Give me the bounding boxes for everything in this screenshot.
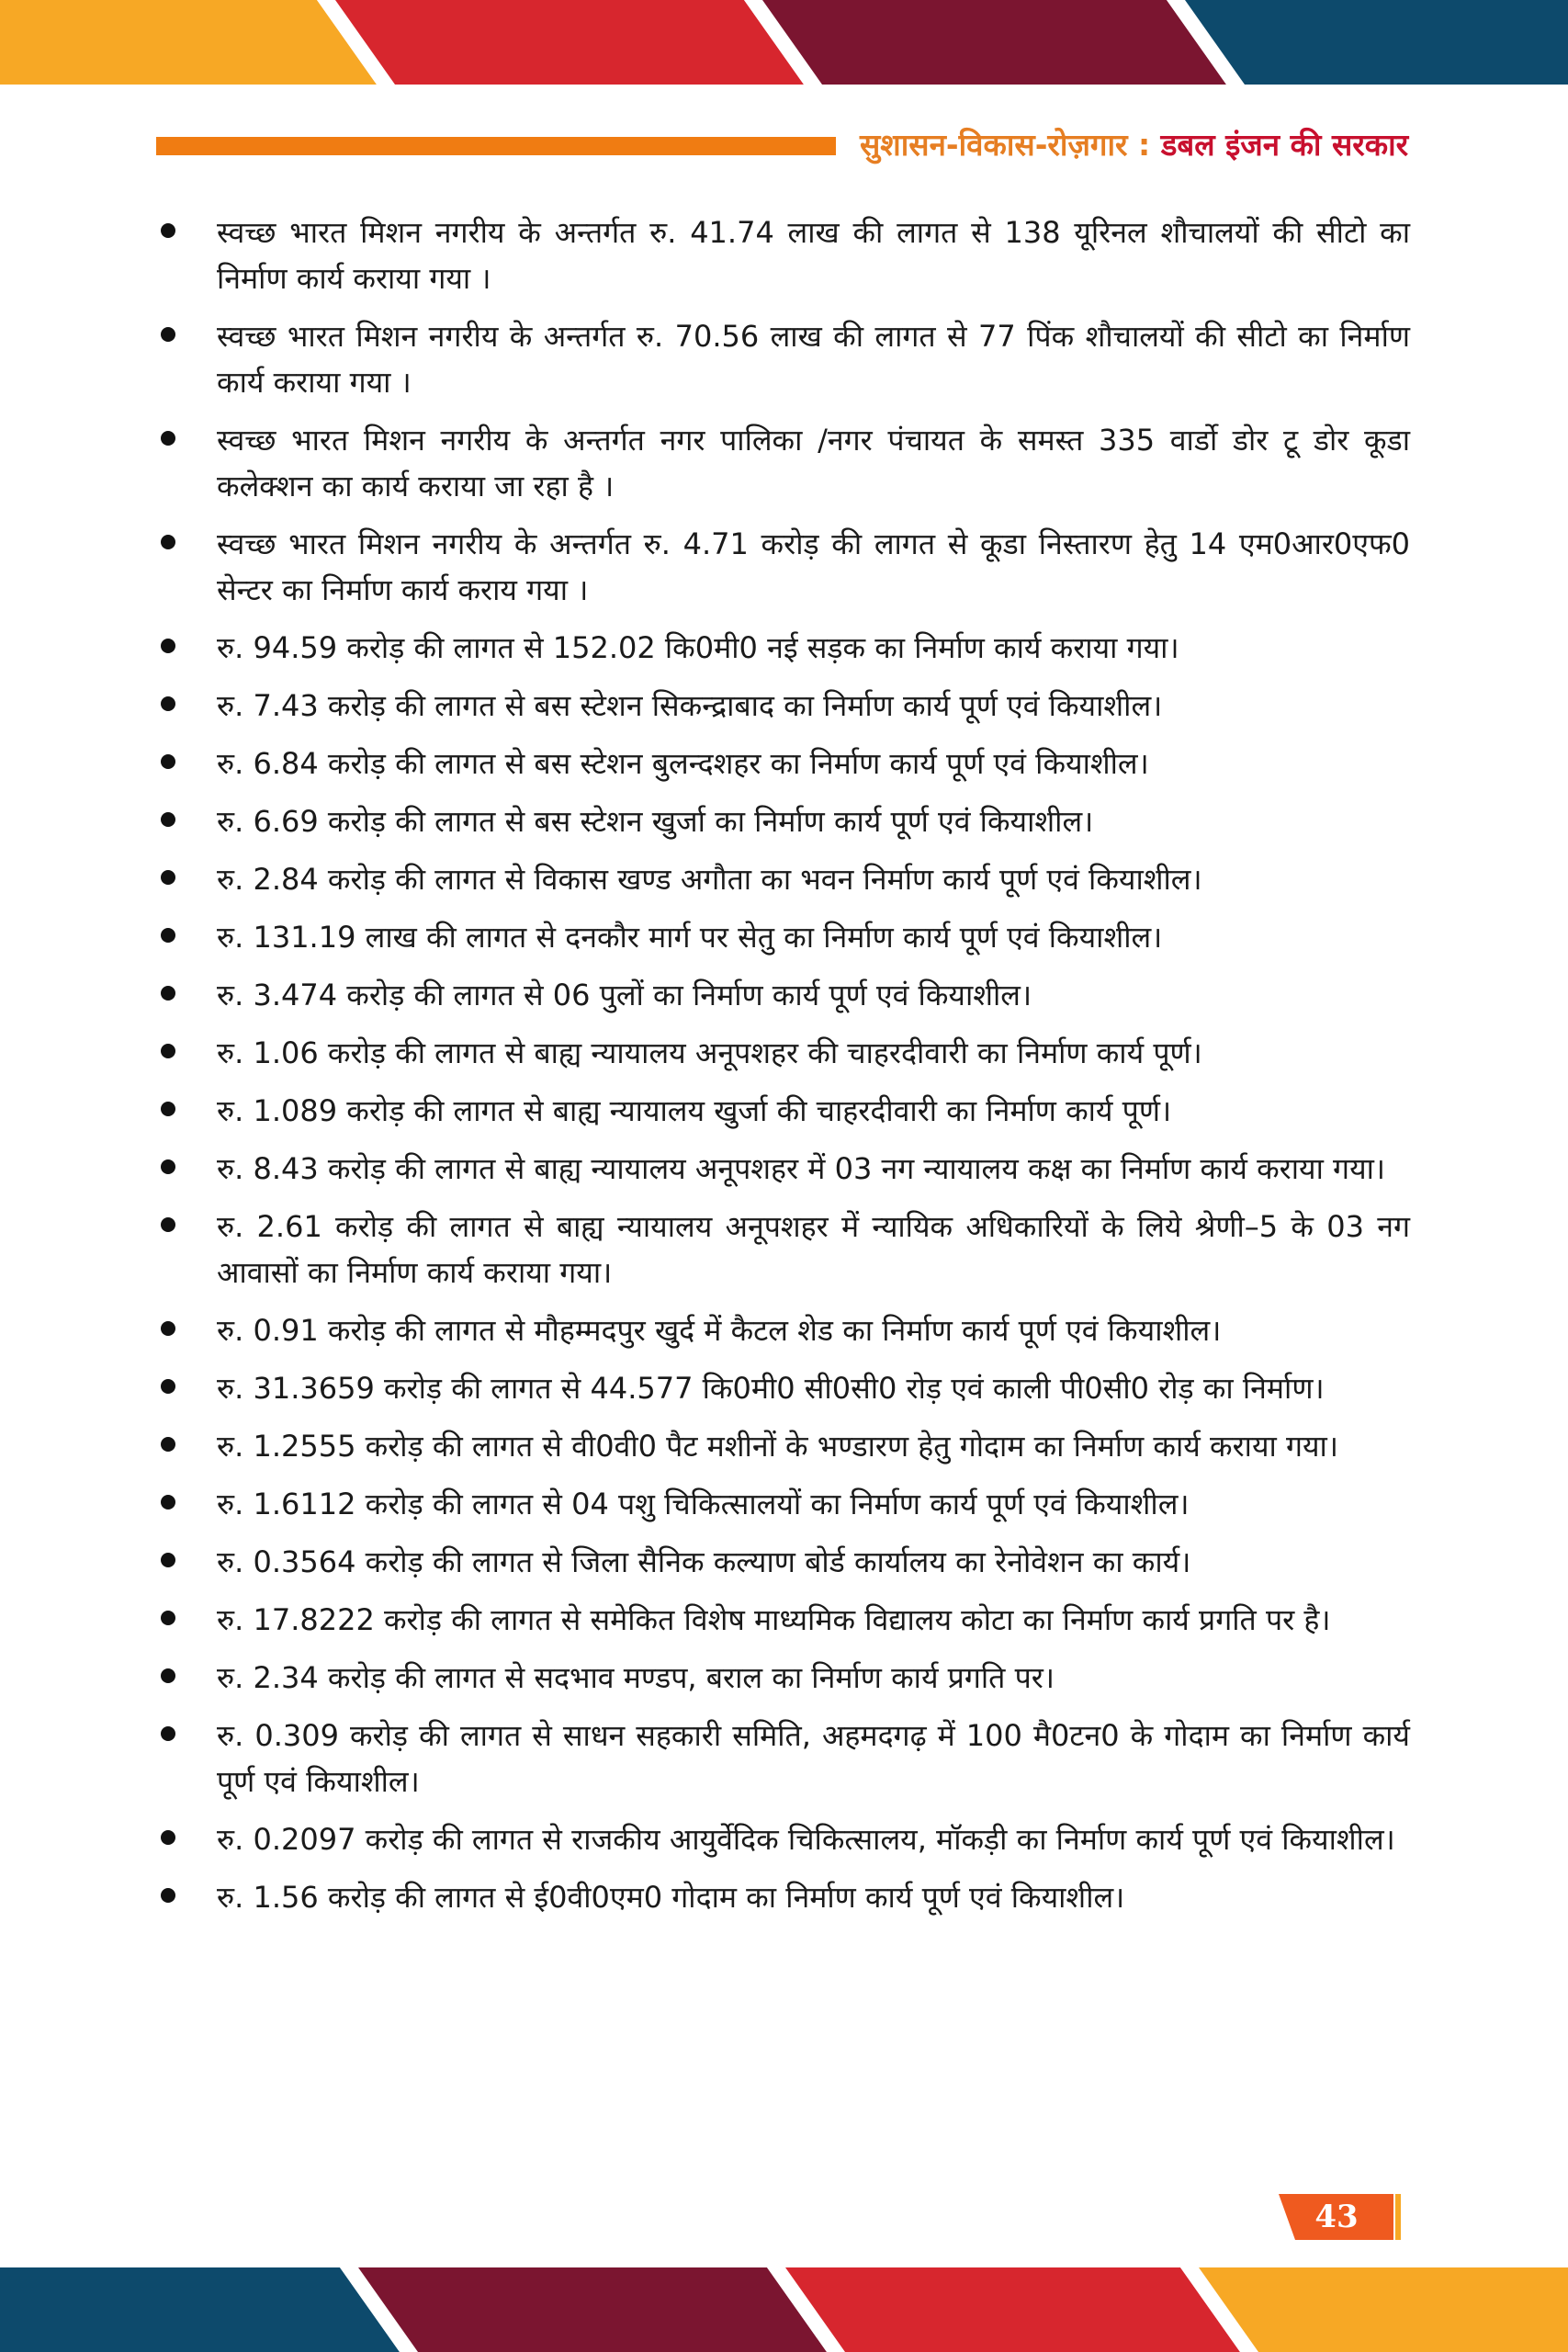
list-item xyxy=(156,417,1410,509)
list-item-text: स्वच्छ भारत मिशन नगरीय के अन्तर्गत नगर पालिका /नगर पंचायत के समस्त 335 वार्डो डोर टू डोर कूडा कलेक्शन का कार्य कराया जा रहा है । xyxy=(217,423,1410,503)
bullet-icon xyxy=(161,1830,175,1845)
bullet-icon xyxy=(161,1437,175,1452)
list-item-text: रु. 1.6112 करोड़ की लागत से 04 पशु चिकित्सालयों का निर्माण कार्य पूर्ण एवं कियाशील। xyxy=(217,1487,1190,1521)
bullet-icon xyxy=(161,1102,175,1116)
list-item xyxy=(156,798,1410,844)
list-item xyxy=(156,914,1410,960)
bullet-icon xyxy=(161,1611,175,1625)
list-item xyxy=(156,1365,1410,1411)
list-item xyxy=(156,1713,1410,1804)
list-item-text: रु. 131.19 लाख की लागत से दनकौर मार्ग पर सेतु का निर्माण कार्य पूर्ण एवं कियाशील। xyxy=(217,920,1163,955)
bullet-icon xyxy=(161,223,175,238)
list-item-text: रु. 0.2097 करोड़ की लागत से राजकीय आयुर्वेदिक चिकित्सालय, मॉकड़ी का निर्माण कार्य पूर्ण एवं कियाशील। xyxy=(217,1822,1395,1857)
list-item xyxy=(156,209,1410,301)
bullet-icon xyxy=(161,1159,175,1174)
bullet-icon xyxy=(161,870,175,885)
achievements-list xyxy=(156,209,1410,1932)
list-item-text: रु. 1.2555 करोड़ की लागत से वी0वी0 पैट मशीनों के भण्डारण हेतु गोदाम का निर्माण कार्य कराया गया। xyxy=(217,1429,1338,1464)
list-item xyxy=(156,1816,1410,1862)
list-item-text: रु. 6.69 करोड़ की लागत से बस स्टेशन खुर्जा का निर्माण कार्य पूर्ण एवं कियाशील। xyxy=(217,804,1094,839)
list-item-text: स्वच्छ भारत मिशन नगरीय के अन्तर्गत रु. 4.71 करोड़ की लागत से कूडा निस्तारण हेतु 14 एम0आर0एफ0 सेन्टर का निर्माण कार्य कराय गया । xyxy=(217,526,1410,607)
list-item-text: स्वच्छ भारत मिशन नगरीय के अन्तर्गत रु. 41.74 लाख की लागत से 138 यूरिनल शौचालयों की सीटो का निर्माण कार्य कराया गया । xyxy=(217,215,1410,296)
list-item-text: रु. 1.089 करोड़ की लागत से बाह्य न्यायालय खुर्जा की चाहरदीवारी का निर्माण कार्य पूर्ण। xyxy=(217,1093,1172,1128)
bullet-icon xyxy=(161,639,175,653)
bullet-icon xyxy=(161,928,175,943)
list-item xyxy=(156,1146,1410,1192)
bullet-icon xyxy=(161,812,175,827)
list-item xyxy=(156,741,1410,786)
bullet-icon xyxy=(161,1217,175,1232)
list-item xyxy=(156,521,1410,613)
list-item-text: रु. 2.34 करोड़ की लागत से सदभाव मण्डप, बराल का निर्माण कार्य प्रगति पर। xyxy=(217,1660,1055,1695)
list-item-text: रु. 0.3564 करोड़ की लागत से जिला सैनिक कल्याण बोर्ड कार्यालय का रेनोवेशन का कार्य। xyxy=(217,1544,1191,1579)
list-item xyxy=(156,1030,1410,1076)
list-item xyxy=(156,1874,1410,1920)
header-title xyxy=(860,121,1411,169)
list-item-text: स्वच्छ भारत मिशन नगरीय के अन्तर्गत रु. 70.56 लाख की लागत से 77 पिंक शौचालयों की सीटो का निर्माण कार्य कराया गया । xyxy=(217,319,1410,400)
list-item xyxy=(156,683,1410,729)
bullet-icon xyxy=(161,754,175,769)
page-number: 43 xyxy=(1314,2199,1359,2235)
list-item-text: रु. 17.8222 करोड़ की लागत से समेकित विशेष माध्यमिक विद्यालय कोटा का निर्माण कार्य प्रगति पर है। xyxy=(217,1602,1331,1637)
bullet-icon xyxy=(161,986,175,1001)
list-item xyxy=(156,1597,1410,1643)
list-item xyxy=(156,625,1410,671)
list-item-text: रु. 31.3659 करोड़ की लागत से 44.577 कि0मी0 सी0सी0 रोड़ एवं काली पी0सी0 रोड़ का निर्माण। xyxy=(217,1371,1325,1406)
list-item-text: रु. 2.84 करोड़ की लागत से विकास खण्ड अगौता का भवन निर्माण कार्य पूर्ण एवं कियाशील। xyxy=(217,862,1202,897)
list-item xyxy=(156,1204,1410,1295)
list-item-text: रु. 94.59 करोड़ की लागत से 152.02 कि0मी0 नई सड़क का निर्माण कार्य कराया गया। xyxy=(217,630,1179,665)
bullet-icon xyxy=(161,1379,175,1394)
list-item-text: रु. 0.91 करोड़ की लागत से मौहम्मदपुर खुर्द में कैटल शेड का निर्माण कार्य पूर्ण एवं कियाशील। xyxy=(217,1313,1222,1348)
list-item xyxy=(156,1307,1410,1353)
bullet-icon xyxy=(161,1321,175,1336)
list-item xyxy=(156,1088,1410,1134)
list-item-text: रु. 2.61 करोड़ की लागत से बाह्य न्यायालय अनूपशहर में न्यायिक अधिकारियों के लिये श्रेणी–5 के 03 नग आवासों का निर्माण कार्य कराया गया। xyxy=(217,1209,1410,1290)
list-item xyxy=(156,972,1410,1018)
list-item-text: रु. 7.43 करोड़ की लागत से बस स्टेशन सिकन्द्राबाद का निर्माण कार्य पूर्ण एवं कियाशील। xyxy=(217,688,1163,723)
list-item xyxy=(156,856,1410,902)
bullet-icon xyxy=(161,1726,175,1741)
list-item-text: रु. 0.309 करोड़ की लागत से साधन सहकारी समिति, अहमदगढ़ में 100 मै0टन0 के गोदाम का निर्माण कार्य पूर्ण एवं कियाशील। xyxy=(217,1718,1410,1799)
bullet-icon xyxy=(161,1044,175,1058)
list-item xyxy=(156,1655,1410,1701)
bullet-icon xyxy=(161,431,175,446)
bullet-icon xyxy=(161,1668,175,1683)
list-item xyxy=(156,1539,1410,1585)
header-rule xyxy=(156,137,836,155)
bullet-icon xyxy=(161,1553,175,1567)
top-decorative-band xyxy=(0,0,1568,85)
bullet-icon xyxy=(161,696,175,711)
bottom-decorative-band xyxy=(0,2267,1568,2352)
list-item xyxy=(156,1423,1410,1469)
bullet-icon xyxy=(161,535,175,549)
header-title-part2: डबल इंजन की सरकार xyxy=(1160,127,1409,163)
list-item-text: रु. 8.43 करोड़ की लागत से बाह्य न्यायालय अनूपशहर में 03 नग न्यायालय कक्ष का निर्माण कार्य कराया गया। xyxy=(217,1151,1386,1186)
list-item-text: रु. 6.84 करोड़ की लागत से बस स्टेशन बुलन्दशहर का निर्माण कार्य पूर्ण एवं कियाशील। xyxy=(217,746,1149,781)
list-item-text: रु. 1.06 करोड़ की लागत से बाह्य न्यायालय अनूपशहर की चाहरदीवारी का निर्माण कार्य पूर्ण। xyxy=(217,1035,1202,1070)
list-item xyxy=(156,1481,1410,1527)
list-item-text: रु. 1.56 करोड़ की लागत से ई0वी0एम0 गोदाम का निर्माण कार्य पूर्ण एवं कियाशील। xyxy=(217,1880,1125,1915)
header-title-part1: सुशासन-विकास-रोज़गार : xyxy=(860,127,1161,163)
bullet-icon xyxy=(161,1888,175,1903)
list-item xyxy=(156,313,1410,405)
bullet-icon xyxy=(161,327,175,342)
bullet-icon xyxy=(161,1495,175,1510)
list-item-text: रु. 3.474 करोड़ की लागत से 06 पुलों का निर्माण कार्य पूर्ण एवं कियाशील। xyxy=(217,978,1032,1012)
